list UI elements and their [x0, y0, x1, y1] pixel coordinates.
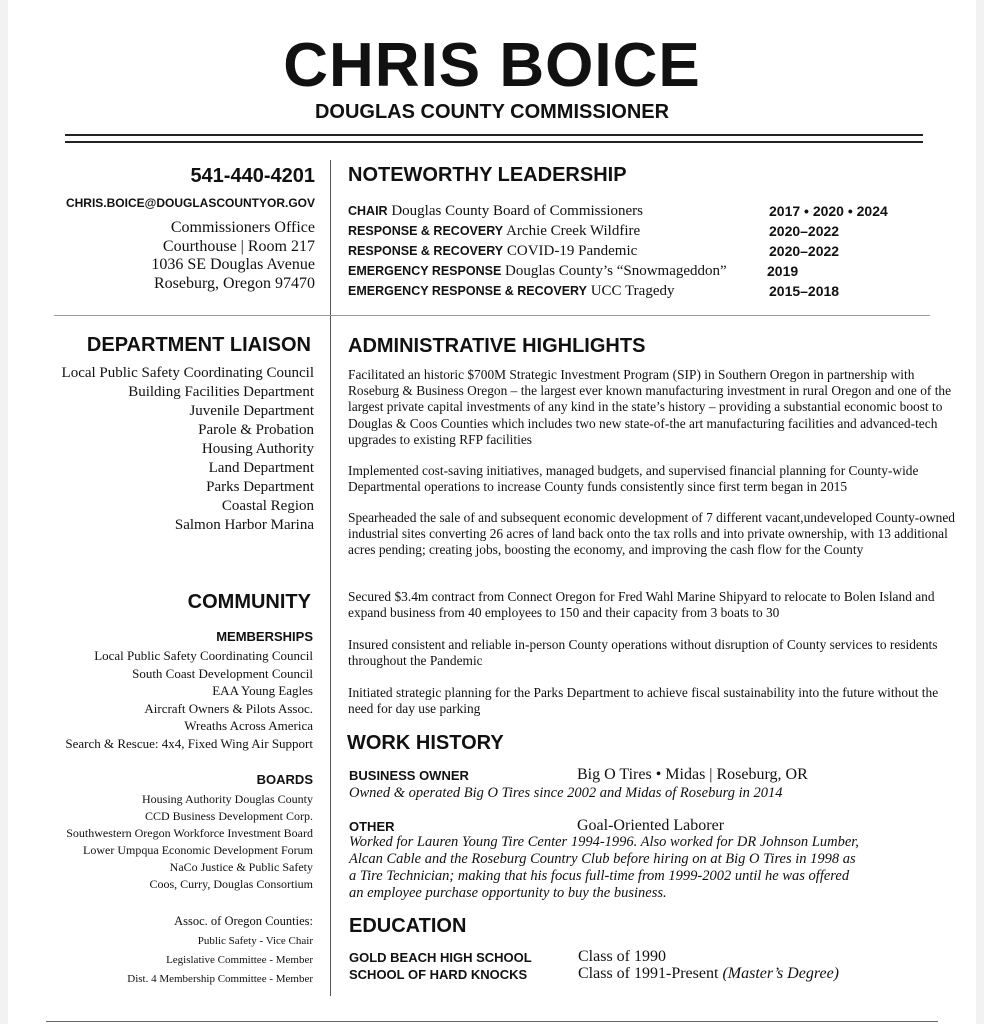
liaison-item: Parks Department: [206, 479, 314, 495]
address-line: Roseburg, Oregon 97470: [153, 274, 315, 292]
boards-title: BOARDS: [256, 772, 313, 787]
job-desc: Goal-Oriented Laborer: [577, 817, 725, 834]
liaison-item: Parole & Probation: [198, 422, 314, 438]
leadership-role: RESPONSE & RECOVERY: [348, 244, 504, 258]
contact-phone[interactable]: 541-440-4201: [190, 165, 315, 187]
membership-item: South Coast Development Council: [132, 665, 313, 681]
leadership-item: [348, 201, 643, 221]
liaison-item: Building Facilities Department: [128, 384, 314, 400]
leadership-item: [348, 241, 637, 261]
job-detail-line: a Tire Technician; making that his focus full-time from 1999-2002 until he was offered: [349, 868, 850, 884]
header-rule-bottom: [65, 141, 923, 143]
board-item: NaCo Justice & Public Safety: [169, 860, 313, 874]
board-item: Housing Authority Douglas County: [141, 792, 313, 806]
highlight-paragraph: Facilitated an historic $700M Strategic Investment Program (SIP) in Southern Oregon in partnership with Roseburg & Business Oregon – the largest ever known manufacturing investment in rural Oregon and one of the largest private capital investments of any kind in the state’s history – providing a substantial economic boost to Douglas & Coos Counties which includes two new state-of-the art manufacturing facilities and advanced-tech upgrades to existing RFP facilities: [348, 367, 952, 447]
membership-item: Wreaths Across America: [184, 718, 313, 733]
aoc-item: Legislative Committee - Member: [166, 954, 313, 966]
leadership-years: 2020–2022: [769, 243, 840, 259]
memberships-title: MEMBERSHIPS: [216, 629, 313, 644]
liaison-item: Juvenile Department: [189, 403, 314, 419]
aoc-list: [28, 932, 313, 989]
liaison-list: [28, 364, 314, 535]
community-title: COMMUNITY: [187, 591, 311, 613]
address-line: Courthouse | Room 217: [162, 237, 315, 255]
board-item: Lower Umpqua Economic Development Forum: [83, 843, 313, 857]
liaison-item: Salmon Harbor Marina: [174, 517, 314, 533]
highlight-paragraph: Secured $3.4m contract from Connect Oregon for Fred Wahl Marine Shipyard to relocate to Bolen Island and expand business from 40 employees to 150 and their capacity from 3 boats to 30: [348, 589, 935, 621]
aoc-title: Assoc. of Oregon Counties:: [174, 914, 313, 928]
membership-item: Local Public Safety Coordinating Council: [94, 648, 313, 663]
job-detail-line: Alcan Cable and the Roseburg Country Club before hiring on at Big O Tires in 1998 as: [349, 851, 856, 867]
job-detail: [349, 834, 859, 902]
liaison-item: Local Public Safety Coordinating Council: [61, 365, 314, 381]
address-line: Commissioners Office: [170, 219, 315, 236]
contact-address: [28, 219, 315, 293]
job-detail-line: an employee purchase opportunity to buy the business.: [349, 885, 667, 901]
liaison-item: Housing Authority: [201, 441, 314, 457]
leadership-item: [348, 281, 674, 301]
contact-block: [28, 164, 315, 293]
edu-year: Class of 1991-Present: [578, 965, 719, 982]
highlight-paragraph: Spearheaded the sale of and subsequent economic development of 7 different vacant,undeveloped County-owned industrial sites converting 26 acres of land back onto the tax rolls and into private ownership, with 13 additional acres pending; creating jobs, boosting the economy, and improving the cash flow for the County: [348, 510, 955, 558]
leadership-years: 2019: [767, 263, 799, 279]
liaison-item: Land Department: [208, 460, 314, 476]
job-role: OTHER: [349, 819, 395, 834]
leadership-title: NOTEWORTHY LEADERSHIP: [348, 164, 627, 186]
header-rule-top: [65, 134, 923, 136]
edu-school: SCHOOL OF HARD KNOCKS: [349, 967, 528, 982]
edu-year: Class of 1990: [578, 948, 666, 965]
leadership-item: [348, 261, 727, 281]
leadership-years: 2015–2018: [769, 283, 840, 299]
leadership-desc: Archie Creek Wildfire: [506, 223, 641, 239]
leadership-desc: Douglas County Board of Commissioners: [391, 203, 644, 219]
address-line: 1036 SE Douglas Avenue: [151, 256, 315, 273]
highlights-title: ADMINISTRATIVE HIGHLIGHTS: [348, 335, 646, 357]
leadership-role: CHAIR: [348, 204, 388, 218]
column-divider: [330, 160, 331, 996]
footer-rule: [46, 1021, 938, 1022]
candidate-name: CHRIS BOICE: [283, 31, 701, 100]
resume-page: [8, 0, 976, 1024]
leadership-role: EMERGENCY RESPONSE & RECOVERY: [348, 284, 587, 298]
liaison-item: Coastal Region: [221, 498, 314, 514]
leadership-role: RESPONSE & RECOVERY: [348, 224, 504, 238]
leadership-years: 2017 • 2020 • 2024: [769, 203, 888, 219]
work-title: WORK HISTORY: [347, 732, 504, 754]
leadership-item: [348, 221, 640, 241]
highlight-paragraph: Implemented cost-saving initiatives, managed budgets, and supervised financial planning for County-wide Departmental operations to increase County funds consistently since first term began in 2015: [348, 463, 919, 495]
board-item: Coos, Curry, Douglas Consortium: [149, 877, 313, 891]
candidate-title: DOUGLAS COUNTY COMMISSIONER: [314, 101, 670, 123]
membership-item: Search & Rescue: 4x4, Fixed Wing Air Support: [65, 735, 313, 751]
aoc-item: Dist. 4 Membership Committee - Member: [127, 973, 313, 985]
job-desc: Big O Tires • Midas | Roseburg, OR: [577, 766, 808, 783]
membership-item: EAA Young Eagles: [212, 683, 313, 698]
contact-email[interactable]: CHRIS.BOICE@DOUGLASCOUNTYOR.GOV: [65, 196, 315, 210]
leadership-desc: UCC Tragedy: [590, 283, 675, 299]
section-divider: [54, 315, 930, 316]
edu-school: GOLD BEACH HIGH SCHOOL: [349, 950, 532, 965]
highlight-paragraph: Initiated strategic planning for the Parks Department to achieve fiscal sustainability into the future without the need for day use parking: [348, 685, 939, 717]
job-detail: Owned & operated Big O Tires since 2002 and Midas of Roseburg in 2014: [349, 785, 783, 801]
education-title: EDUCATION: [349, 915, 467, 937]
highlight-paragraph: Insured consistent and reliable in-person County operations without disruption of County services to residents throughout the Pandemic: [348, 637, 938, 669]
aoc-item: Public Safety - Vice Chair: [197, 935, 313, 947]
edu-year-line: [578, 965, 839, 983]
leadership-years: 2020–2022: [769, 223, 840, 239]
board-item: Southwestern Oregon Workforce Investment Board: [66, 826, 313, 840]
membership-item: Aircraft Owners & Pilots Assoc.: [144, 700, 313, 716]
edu-note: (Master’s Degree): [722, 965, 839, 982]
boards-list: [18, 791, 313, 893]
leadership-desc: COVID-19 Pandemic: [506, 243, 638, 259]
job-detail-line: Worked for Lauren Young Tire Center 1994-1996. Also worked for DR Johnson Lumber,: [349, 834, 859, 850]
board-item: CCD Business Development Corp.: [145, 809, 313, 823]
leadership-desc: Douglas County’s “Snowmageddon”: [505, 263, 727, 279]
liaison-title: DEPARTMENT LIAISON: [86, 334, 311, 356]
leadership-role: EMERGENCY RESPONSE: [348, 264, 502, 278]
job-role: BUSINESS OWNER: [349, 768, 469, 783]
memberships-list: [28, 647, 313, 752]
